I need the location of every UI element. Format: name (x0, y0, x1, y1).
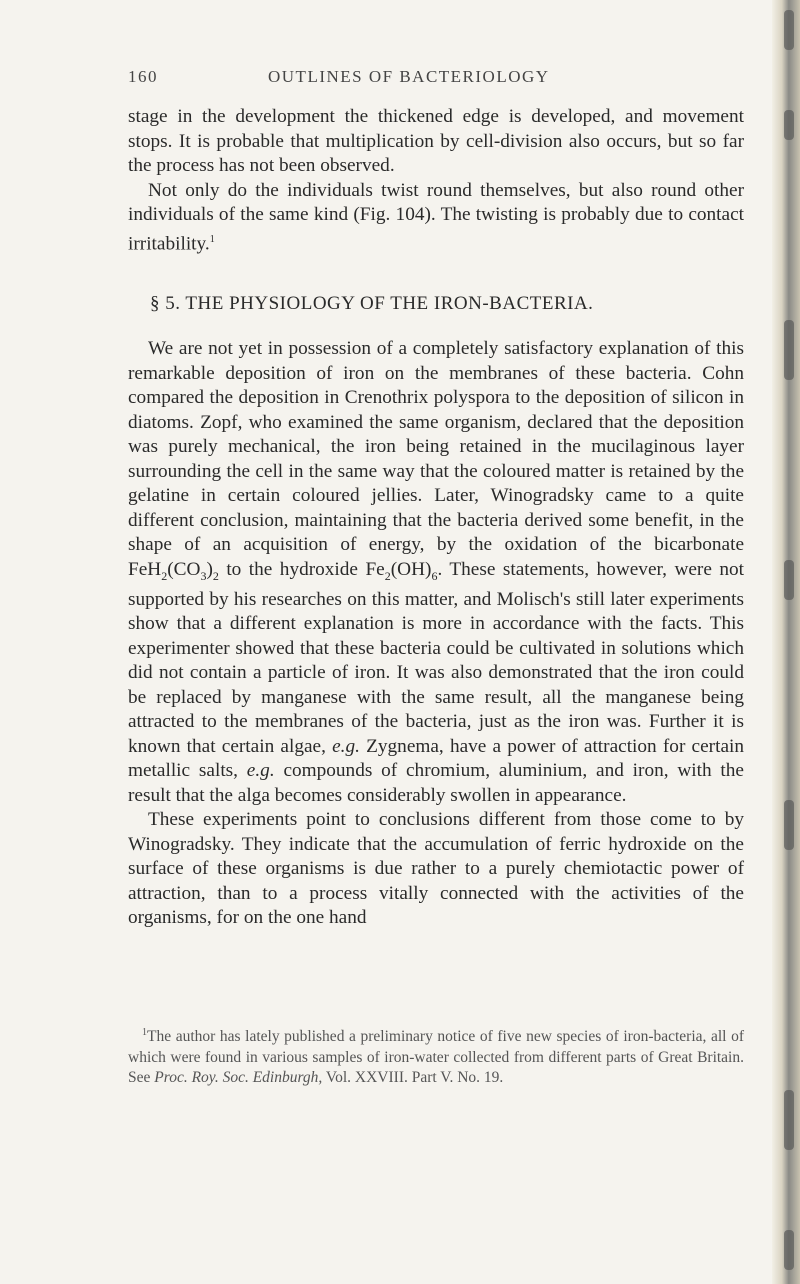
eg-italic: e.g. (332, 735, 360, 757)
twist-paragraph (128, 179, 744, 257)
formula-part: (CO (167, 558, 201, 580)
edge-mark (784, 10, 794, 50)
edge-mark (784, 110, 794, 140)
footnote-text (128, 1023, 744, 1089)
twist-paragraph-text: Not only do the individuals twist round themselves, but also round other individuals of the same kind (Fig. 104). The twisting is probably due to contact irritability. (128, 179, 744, 254)
footnote-journal: Proc. Roy. Soc. Edinburgh, (154, 1069, 323, 1087)
main-text-part4: Zygnema, have a power of attraction for certain metallic salts, (128, 735, 744, 782)
formula-part: (OH) (390, 558, 432, 580)
edge-mark (784, 800, 794, 850)
formula-subscript: 6 (431, 568, 438, 583)
formula-subscript: 2 (161, 568, 168, 583)
formula-subscript: 2 (212, 568, 219, 583)
formula-subscript: 3 (200, 568, 207, 583)
edge-mark (784, 320, 794, 380)
formula-part: ) (206, 558, 213, 580)
page-edge-shadow (772, 0, 800, 1284)
main-text-part5: compounds of chromium, aluminium, and iron, with the result that the alga becomes considerably swollen in appearance. (128, 760, 744, 806)
page-header (128, 67, 758, 93)
intro-paragraph-text: stage in the development the thickened edge is developed, and movement stops. It is probable that multiplication by cell-division also occurs, but so far the process has not been observed. (128, 106, 744, 176)
main-paragraph (128, 337, 744, 931)
main-text-part3: . These statements, however, were not supported by his researches on this matter, and Molisch's still later experiments show that a different explanation is more in accordance with the facts. This experimenter showed that these bacteria could be cultivated in solutions which did not contain a particle of iron. It was also demonstrated that the iron could be replaced by manganese with the same result, all the manganese being attracted to the membranes of the bacteria, just as the iron was. Further it is known that certain algae, (128, 558, 745, 757)
eg-italic: e.g. (246, 760, 275, 782)
conclusion-paragraph: These experiments point to conclusions different from those come to by Winogradsky. They indicate that the accumulation of ferric hydroxide on the surface of these organisms is due rather to a purely chemiotactic power of attraction, than to a process vitally connected with the activities of the organisms, for on the one hand (128, 809, 744, 929)
footnote-text-a: The author has lately published a preliminary notice of five new species of iron-bacteria, all of which were found in various samples of iron-water collected from different parts of Great Britain. See (128, 1028, 744, 1087)
main-paragraph-text (128, 337, 744, 808)
intro-paragraph (128, 105, 744, 256)
edge-mark (784, 1230, 794, 1270)
footnote-ref: 1 (209, 233, 215, 245)
main-text-part2: to the hydroxide Fe (218, 558, 385, 580)
formula-subscript: 2 (384, 568, 391, 583)
footnote (128, 1023, 744, 1089)
edge-mark (784, 560, 794, 600)
edge-mark (784, 1090, 794, 1150)
footnote-marker: 1 (142, 1027, 147, 1038)
main-text-part1: We are not yet in possession of a completely satisfactory explanation of this remarkable deposition of iron on the membranes of these bacteria. Cohn compared the deposition in Crenothrix polyspora to the deposition of silicon in diatoms. Zopf, who examined the same organism, declared that the deposition was purely mechanical, the iron being retained in the mucilaginous layer surrounding the cell in the same way that the coloured matter is retained by the gelatine in certain coloured jellies. Later, Winogradsky came to a quite different conclusion, maintaining that the bacteria derived some benefit, in the shape of an acquisition of energy, by the oxidation of the bicarbonate FeH (128, 338, 744, 580)
page-number: 160 (128, 67, 158, 86)
footnote-text-b: Vol. XXVIII. Part V. No. 19. (322, 1069, 504, 1087)
running-title: OUTLINES OF BACTERIOLOGY (268, 67, 550, 86)
section-heading: § 5. THE PHYSIOLOGY OF THE IRON-BACTERIA. (150, 293, 594, 314)
